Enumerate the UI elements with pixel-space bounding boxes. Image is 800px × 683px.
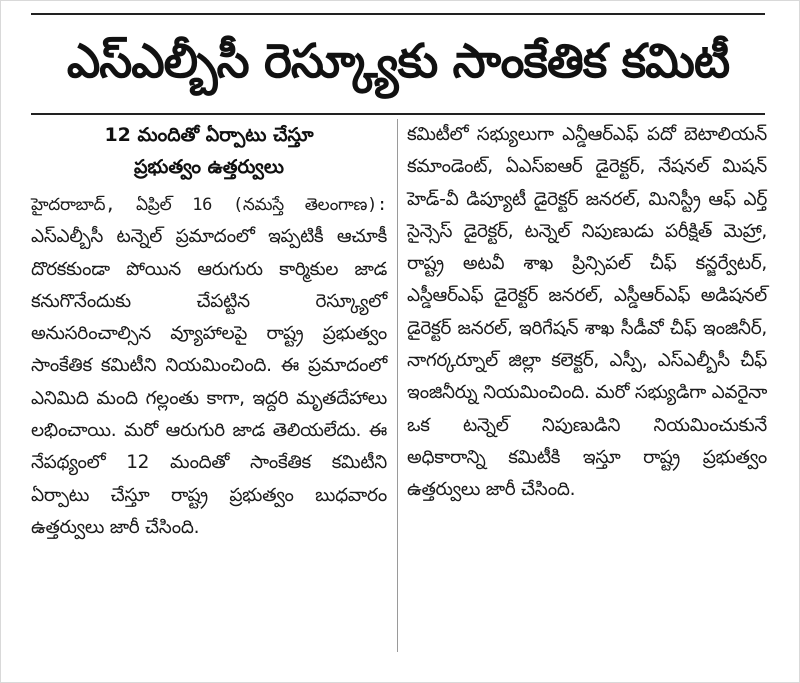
left-column bbox=[31, 119, 387, 656]
right-body: కమిటీలో సభ్యులుగా ఎన్డీఆర్ఎఫ్ పదో బెటాలియన్ కమాండెంట్, ఏఎస్ఐఆర్ డైరెక్టర్, నేషనల్ మిషన్ హెడ్-వీ డిప్యూటీ డైరెక్టర్ జనరల్, మినిస్ట్రీ ఆఫ్ ఎర్త్ సైన్సెస్ డైరెక్టర్, టన్నెల్ నిపుణుడు పరీక్షిత్ మెహ్రా, రాష్ట్ర అటవీ శాఖ ప్రిన్సిపల్ చీఫ్ కన్జర్వేటర్, ఎస్డీఆర్ఎఫ్ డైరెక్టర్ జనరల్, ఎస్డీఆర్ఎఫ్ అడిషనల్ డైరెక్టర్ జనరల్, ఇరిగేషన్ శాఖ సీడీవో చీఫ్ ఇంజినీర్, నాగర్కర్నూల్ జిల్లా కలెక్టర్, ఎస్పీ, ఎస్ఎల్బీసీ చీఫ్ ఇంజినీర్ను నియమించింది. మరో సభ్యుడిగా ఎవరైనా ఒక టన్నెల్ నిపుణుడిని నియమించుకునే అధికారాన్ని కమిటీకి ఇస్తూ రాష్ట్ర ప్రభుత్వం ఉత్తర్వులు జారీ చేసింది. bbox=[407, 124, 767, 501]
subhead-line-2: ప్రభుత్వం ఉత్తర్వులు bbox=[134, 156, 284, 178]
headline: ఎస్ఎల్బీసీ రెస్క్యూకు సాంకేతిక కమిటీ bbox=[66, 34, 730, 89]
left-body-text: ఎస్ఎల్బీసీ టన్నెల్ ప్రమాదంలో ఇప్పటికీ ఆచూకీ దొరకకుండా పోయిన ఆరుగురు కార్మికుల జాడ కనుగొనేందుకు చేపట్టిన రెస్క్యూలో అనుసరించాల్సిన వ్యూహాలపై రాష్ట్ర ప్రభుత్వం సాంకేతిక కమిటీని నియమించింది. ఈ ప్రమాదంలో ఎనిమిది మంది గల్లంతు కాగా, ఇద్దరి మృతదేహాలు లభించాయి. మరో ఆరుగురి జాడ తెలియలేదు. ఈ నేపథ్యంలో 12 మందితో సాంకేతిక కమిటీని ఏర్పాటు చేస్తూ రాష్ట్ర ప్రభుత్వం బుధవారం ఉత్తర్వులు జారీ చేసింది. bbox=[31, 226, 387, 538]
column-divider bbox=[397, 119, 398, 652]
top-rule bbox=[31, 13, 765, 15]
dateline: హైదరాబాద్, ఏప్రిల్ 16 (నమస్తే తెలంగాణ): bbox=[31, 195, 387, 215]
left-body bbox=[31, 189, 387, 544]
right-column bbox=[407, 119, 767, 656]
headline-rule bbox=[31, 113, 765, 115]
subhead-line-1: 12 మందితో ఏర్పాటు చేస్తూ bbox=[104, 124, 314, 146]
